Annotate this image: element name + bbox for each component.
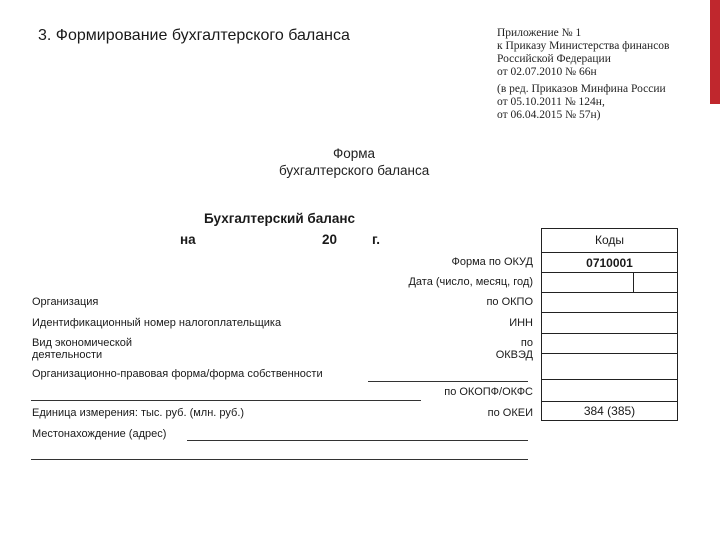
location-label: Местонахождение (адрес) bbox=[32, 428, 167, 440]
organization-label: Организация bbox=[32, 296, 99, 308]
form-heading-line2: бухгалтерского баланса bbox=[279, 163, 430, 178]
appendix-line-2: к Приказу Министерства финансов bbox=[497, 40, 670, 52]
inn-description: Идентификационный номер налогоплательщика bbox=[32, 317, 282, 329]
okei-code: 384 (385) bbox=[583, 404, 636, 418]
codes-header: Коды bbox=[594, 233, 625, 247]
appendix-line-3: Российской Федерации bbox=[497, 53, 611, 65]
codes-table bbox=[541, 228, 678, 421]
balance-title: Бухгалтерский баланс bbox=[204, 211, 355, 226]
date-year: 20 bbox=[322, 232, 338, 247]
location-underline-2 bbox=[31, 459, 528, 460]
okopf-label: по ОКОПФ/ОКФС bbox=[444, 386, 533, 398]
unit-label: Единица измерения: тыс. руб. (млн. руб.) bbox=[32, 407, 245, 419]
legal-form-underline bbox=[368, 381, 528, 382]
okved-label-line1: по bbox=[520, 337, 533, 349]
okud-label: Форма по ОКУД bbox=[451, 256, 533, 268]
okud-code: 0710001 bbox=[586, 256, 633, 270]
date-label: Дата (число, месяц, год) bbox=[408, 276, 533, 288]
activity-label-line1: Вид экономической bbox=[32, 337, 133, 349]
okpo-label: по ОКПО bbox=[486, 296, 533, 308]
legal-form-label: Организационно-правовая форма/форма собственности bbox=[32, 368, 323, 380]
appendix-line-7: от 06.04.2015 № 57н) bbox=[497, 109, 601, 121]
date-split bbox=[633, 272, 634, 292]
okved-label-line2: ОКВЭД bbox=[495, 349, 533, 361]
location-underline bbox=[187, 440, 528, 441]
accent-bar bbox=[710, 0, 720, 104]
date-suffix: г. bbox=[372, 232, 381, 247]
inn-label: ИНН bbox=[509, 317, 533, 329]
appendix-line-5: (в ред. Приказов Минфина России bbox=[497, 83, 666, 95]
form-heading-line1: Форма bbox=[333, 146, 376, 161]
activity-label-line2: деятельности bbox=[32, 349, 103, 361]
appendix-line-4: от 02.07.2010 № 66н bbox=[497, 66, 597, 78]
appendix-line-6: от 05.10.2011 № 124н, bbox=[497, 96, 605, 108]
slide-title: 3. Формирование бухгалтерского баланса bbox=[38, 27, 350, 44]
okei-label: по ОКЕИ bbox=[487, 407, 533, 419]
appendix-line-1: Приложение № 1 bbox=[497, 27, 582, 39]
legal-form-underline-2 bbox=[31, 400, 421, 401]
date-prefix: на bbox=[180, 232, 196, 247]
